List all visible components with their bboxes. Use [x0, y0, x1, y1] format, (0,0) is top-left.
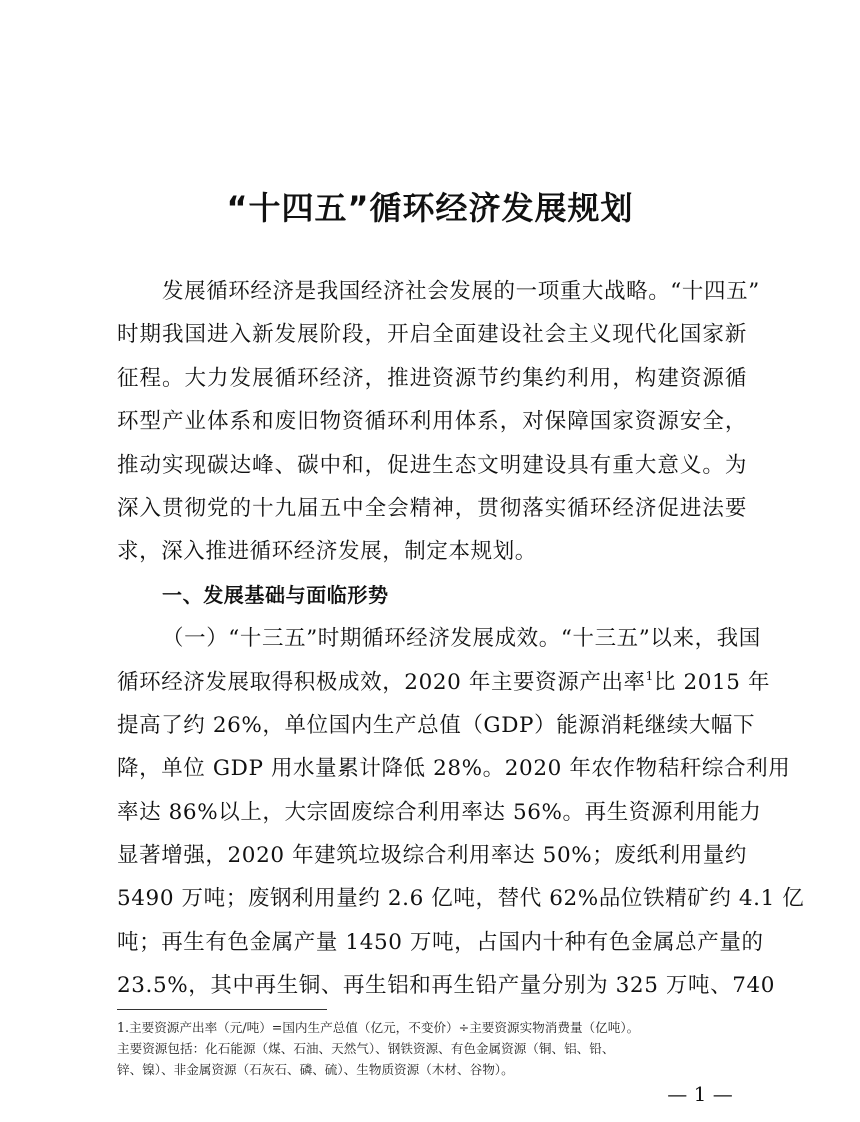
paragraph-line: （一）“十三五”时期循环经济发展成效。“十三五”以来，我国	[162, 626, 761, 652]
footnote-reference: 1	[645, 668, 654, 683]
paragraph-line: 征程。大力发展循环经济，推进资源节约集约利用，构建资源循	[117, 365, 747, 391]
paragraph-line: 推动实现碳达峰、碳中和，促进生态文明建设具有重大意义。为	[117, 452, 747, 478]
paragraph-line: 发展循环经济是我国经济社会发展的一项重大战略。“十四五”	[162, 279, 760, 304]
paragraph-text: 比 2015 年	[653, 669, 771, 695]
paragraph-line: 求，深入推进循环经济发展，制定本规划。	[117, 539, 537, 565]
paragraph-line: 23.5%，其中再生铜、再生铝和再生铅产量分别为 325 万吨、740	[117, 973, 776, 999]
footnote-line: 锌、镍）、非金属资源（石灰石、磷、硫）、生物质资源（木材、谷物）。	[117, 1062, 514, 1077]
footnote	[117, 1017, 757, 1080]
paragraph-line	[117, 661, 771, 704]
paragraph-line: 环型产业体系和废旧物资循环利用体系，对保障国家资源安全，	[117, 409, 747, 435]
footnote-line: 1.主要资源产出率（元/吨）=国内生产总值（亿元，不变价）÷主要资源实物消费量（亿吨）。	[117, 1020, 640, 1035]
paragraph-line: 5490 万吨；废钢利用量约 2.6 亿吨，替代 62%品位铁精矿约 4.1 亿	[117, 886, 805, 912]
document-body	[117, 270, 805, 1008]
paragraph-text: 循环经济发展取得积极成效，2020 年主要资源产出率	[117, 669, 646, 695]
page-number: — 1 —	[667, 1082, 733, 1106]
paragraph-line: 显著增强，2020 年建筑垃圾综合利用率达 50%；废纸利用量约	[117, 843, 747, 869]
paragraph-line: 降，单位 GDP 用水量累计降低 28%。2020 年农作物秸秆综合利用	[117, 756, 791, 782]
paragraph-line: 率达 86%以上，大宗固废综合利用率达 56%。再生资源利用能力	[117, 799, 762, 825]
section-heading: 一、发展基础与面临形势	[162, 582, 389, 607]
footnote-line: 主要资源包括：化石能源（煤、石油、天然气）、钢铁资源、有色金属资源（铜、铝、铅、	[117, 1041, 615, 1056]
paragraph-line: 深入贯彻党的十九届五中全会精神，贯彻落实循环经济促进法要	[117, 495, 747, 521]
paragraph-line: 吨；再生有色金属产量 1450 万吨，占国内十种有色金属总产量的	[117, 929, 764, 955]
footnote-divider	[117, 1009, 327, 1010]
paragraph-line: 提高了约 26%，单位国内生产总值（GDP）能源消耗继续大幅下	[117, 712, 756, 738]
paragraph-line: 时期我国进入新发展阶段，开启全面建设社会主义现代化国家新	[117, 322, 747, 348]
document-title: “十四五”循环经济发展规划	[226, 189, 634, 227]
